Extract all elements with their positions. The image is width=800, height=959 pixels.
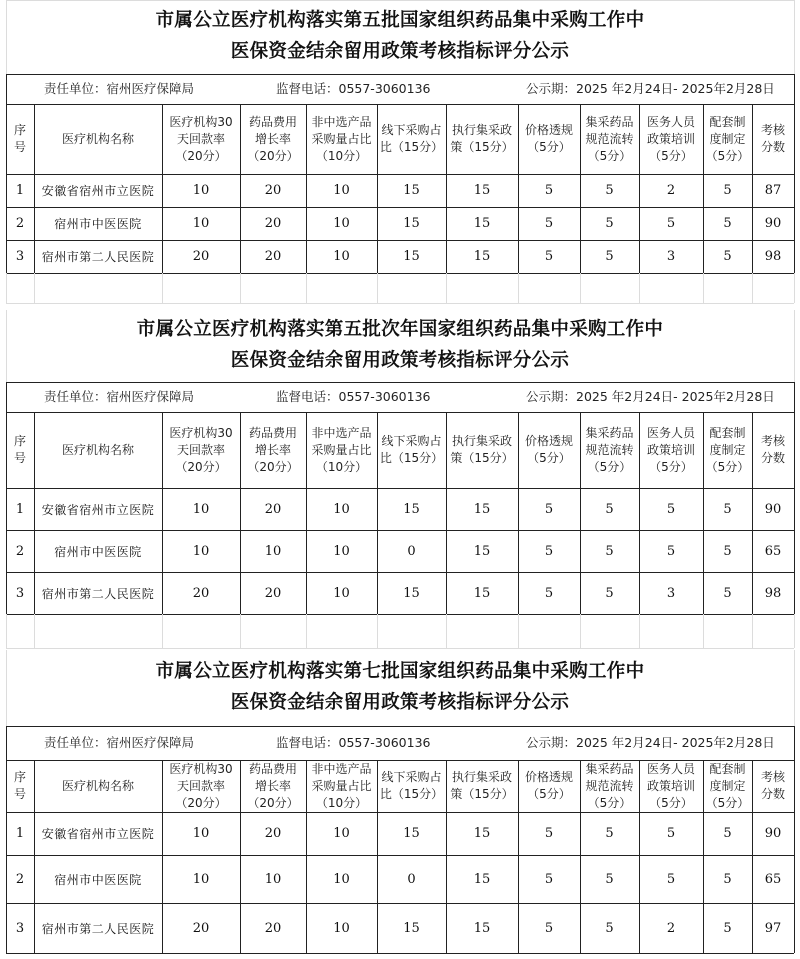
- table-border: [34, 273, 35, 303]
- institution-name: 安徽省宿州市立医院: [41, 184, 155, 198]
- score-cell: 3: [666, 249, 676, 264]
- table-border: [794, 614, 795, 648]
- section-title-line2: 医保资金结余留用政策考核指标评分公示: [230, 692, 570, 713]
- table-border: [6, 855, 794, 856]
- score-cell: 10: [333, 249, 350, 264]
- table-border: [6, 726, 7, 953]
- notice-section-3: [6, 650, 794, 953]
- score-cell: 15: [403, 216, 420, 231]
- score-cell: 15: [403, 920, 420, 936]
- score-cell: 5: [723, 501, 732, 517]
- score-cell: 15: [403, 501, 420, 517]
- table-border: [518, 104, 519, 273]
- table-border: [446, 614, 447, 648]
- column-header: [162, 104, 240, 174]
- column-header-text: 序 号: [13, 770, 26, 801]
- table-border: [703, 104, 704, 273]
- score-cell: 5: [605, 543, 614, 559]
- table-border: [162, 760, 163, 953]
- table-border: [6, 648, 794, 649]
- table-border: [240, 412, 241, 614]
- table-border: [794, 0, 795, 74]
- column-header-text: 序 号: [13, 434, 26, 465]
- table-border: [240, 760, 241, 953]
- score-cell: 5: [666, 826, 676, 841]
- column-header: [240, 104, 306, 174]
- table-border: [306, 614, 307, 648]
- table-border: [6, 174, 794, 175]
- table-border: [794, 650, 795, 726]
- table-border: [518, 412, 519, 614]
- column-header-text: 非中选产品 采购量占比 （10分）: [311, 761, 372, 810]
- score-cell: 2: [666, 183, 676, 198]
- column-header: [639, 104, 703, 174]
- notice-period: 公示期：2025 年2月24日- 2025年2月28日: [526, 81, 775, 96]
- table-border: [6, 207, 794, 208]
- score-cell: 10: [333, 585, 350, 601]
- table-border: [34, 412, 35, 614]
- table-border: [6, 614, 794, 615]
- table-border: [240, 104, 241, 273]
- notice-section-2: [6, 310, 794, 648]
- score-cell: 15: [473, 585, 491, 601]
- score-cell: 0: [407, 871, 416, 887]
- table-border: [518, 273, 519, 303]
- table-border: [306, 760, 307, 953]
- column-header-text: 线下采购占 比（15分）: [379, 123, 444, 154]
- score-cell: 20: [264, 501, 282, 517]
- score-cell: 5: [723, 585, 732, 601]
- score-cell: 15: [403, 826, 420, 841]
- score-cell: 20: [264, 249, 282, 264]
- total-score: 90: [764, 501, 782, 517]
- total-score: 97: [764, 920, 782, 936]
- responsible-unit: 责任单位：宿州医疗保障局: [44, 389, 195, 404]
- column-header-text: 价格透规 （5分）: [524, 770, 573, 801]
- column-header-text: 配套制 度制定 （5分）: [705, 114, 750, 163]
- table-border: [377, 760, 378, 953]
- institution-name: 安徽省宿州市立医院: [41, 827, 155, 841]
- column-header: [377, 412, 446, 488]
- table-border: [6, 953, 794, 954]
- score-cell: 5: [605, 216, 614, 231]
- table-border: [6, 572, 794, 573]
- total-score: 90: [764, 216, 782, 231]
- column-header-text: 考核 分数: [760, 770, 785, 801]
- total-score: 98: [764, 249, 782, 264]
- table-border: [639, 760, 640, 953]
- score-cell: 10: [333, 501, 350, 517]
- column-header-text: 执行集采政 策（15分）: [450, 123, 514, 154]
- table-border: [6, 382, 7, 614]
- score-cell: 15: [473, 501, 491, 517]
- table-border: [639, 273, 640, 303]
- score-cell: 15: [473, 216, 491, 231]
- score-cell: 2: [666, 920, 676, 936]
- responsible-unit: 责任单位：宿州医疗保障局: [44, 735, 195, 750]
- score-cell: 10: [333, 871, 350, 887]
- score-cell: 5: [544, 183, 554, 198]
- table-border: [752, 273, 753, 303]
- score-cell: 15: [473, 871, 491, 887]
- column-header-text: 集采药品 规范流转 （5分）: [585, 114, 634, 163]
- table-border: [752, 412, 753, 614]
- column-header: [34, 104, 162, 174]
- total-score: 65: [764, 543, 782, 559]
- table-border: [240, 614, 241, 648]
- table-border: [703, 412, 704, 614]
- table-border: [703, 760, 704, 953]
- table-border: [34, 760, 35, 953]
- column-header-text: 医疗机构30 天回款率 （20分）: [169, 425, 233, 474]
- column-header: [306, 104, 377, 174]
- table-border: [639, 614, 640, 648]
- column-header-text: 价格透规 （5分）: [524, 434, 573, 465]
- table-border: [6, 273, 7, 303]
- column-header: [518, 760, 580, 812]
- score-cell: 5: [666, 501, 676, 517]
- table-border: [6, 0, 7, 74]
- score-cell: 5: [666, 216, 676, 231]
- column-header-text: 非中选产品 采购量占比 （10分）: [311, 114, 372, 163]
- column-header-text: 药品费用 增长率 （20分）: [247, 425, 299, 474]
- column-header-text: 考核 分数: [760, 123, 785, 154]
- table-border: [6, 74, 7, 273]
- row-index: 1: [15, 826, 25, 841]
- institution-name: 安徽省宿州市立医院: [41, 502, 155, 517]
- table-border: [240, 273, 241, 303]
- score-cell: 5: [723, 826, 732, 841]
- supervision-phone: 监督电话：0557-3060136: [276, 81, 431, 96]
- table-border: [377, 273, 378, 303]
- score-cell: 5: [544, 826, 554, 841]
- score-cell: 20: [264, 585, 282, 601]
- institution-name: 宿州市第二人民医院: [41, 250, 155, 264]
- column-header: [752, 104, 794, 174]
- table-border: [6, 650, 7, 726]
- score-cell: 5: [544, 501, 554, 517]
- column-header: [6, 760, 34, 812]
- column-header: [639, 412, 703, 488]
- column-header: [6, 104, 34, 174]
- score-cell: 5: [544, 920, 554, 936]
- notice-period: 公示期：2025 年2月24日- 2025年2月28日: [526, 389, 775, 404]
- institution-name: 宿州市中医医院: [54, 544, 142, 559]
- score-cell: 5: [723, 249, 732, 264]
- table-border: [162, 614, 163, 648]
- score-cell: 10: [192, 871, 210, 887]
- row-index: 1: [15, 501, 25, 517]
- table-border: [6, 74, 794, 75]
- total-score: 87: [764, 183, 782, 198]
- table-border: [752, 104, 753, 273]
- table-border: [752, 760, 753, 953]
- score-cell: 5: [723, 216, 732, 231]
- column-header-text: 医疗机构30 天回款率 （20分）: [169, 761, 233, 810]
- row-index: 2: [15, 871, 25, 887]
- score-cell: 5: [605, 249, 614, 264]
- score-cell: 5: [605, 183, 614, 198]
- column-header: [306, 412, 377, 488]
- info-row: [6, 382, 794, 412]
- table-border: [580, 273, 581, 303]
- table-border: [6, 273, 794, 274]
- column-header: [518, 104, 580, 174]
- table-border: [6, 726, 794, 727]
- table-border: [306, 104, 307, 273]
- column-header-text: 线下采购占 比（15分）: [379, 770, 444, 801]
- score-cell: 5: [544, 543, 554, 559]
- table-border: [446, 104, 447, 273]
- column-header: [752, 760, 794, 812]
- score-cell: 10: [333, 183, 350, 198]
- table-border: [6, 240, 794, 241]
- table-border: [518, 614, 519, 648]
- score-cell: 20: [264, 216, 282, 231]
- table-border: [703, 614, 704, 648]
- table-border: [794, 273, 795, 303]
- notice-period: 公示期：2025 年2月24日- 2025年2月28日: [526, 735, 775, 750]
- column-header-text: 医疗机构名称: [61, 131, 134, 146]
- table-border: [6, 903, 794, 904]
- table-border: [580, 760, 581, 953]
- table-border: [162, 412, 163, 614]
- score-cell: 5: [605, 826, 614, 841]
- column-header: [377, 760, 446, 812]
- column-header: [446, 104, 518, 174]
- total-score: 98: [764, 585, 782, 601]
- score-cell: 10: [192, 543, 210, 559]
- table-border: [446, 273, 447, 303]
- column-header-text: 线下采购占 比（15分）: [379, 434, 444, 465]
- table-border: [6, 614, 7, 648]
- table-border: [580, 614, 581, 648]
- column-header-text: 药品费用 增长率 （20分）: [247, 114, 299, 163]
- institution-name: 宿州市第二人民医院: [41, 921, 155, 936]
- column-header: [306, 760, 377, 812]
- score-cell: 5: [544, 871, 554, 887]
- column-header: [446, 760, 518, 812]
- column-header-text: 集采药品 规范流转 （5分）: [585, 761, 634, 810]
- column-header: [703, 104, 752, 174]
- score-cell: 10: [264, 871, 282, 887]
- column-header: [518, 412, 580, 488]
- column-header-text: 医疗机构名称: [61, 442, 134, 457]
- column-header: [240, 412, 306, 488]
- score-cell: 10: [333, 920, 350, 936]
- section-title-line2: 医保资金结余留用政策考核指标评分公示: [230, 41, 570, 62]
- row-index: 3: [15, 249, 25, 264]
- score-cell: 5: [723, 871, 732, 887]
- row-index: 2: [15, 543, 25, 559]
- table-border: [162, 273, 163, 303]
- score-cell: 15: [473, 826, 491, 841]
- score-cell: 5: [723, 183, 732, 198]
- info-row: [6, 726, 794, 760]
- score-cell: 15: [403, 183, 420, 198]
- column-header: [162, 412, 240, 488]
- column-header-text: 医务人员 政策培训 （5分）: [646, 761, 695, 810]
- table-border: [794, 74, 795, 273]
- table-border: [794, 382, 795, 614]
- score-cell: 10: [192, 826, 210, 841]
- score-cell: 5: [544, 249, 554, 264]
- column-header-text: 执行集采政 策（15分）: [450, 434, 514, 465]
- section-title-line1: 市属公立医疗机构落实第五批国家组织药品集中采购工作中: [155, 10, 645, 31]
- column-header: [6, 412, 34, 488]
- responsible-unit: 责任单位：宿州医疗保障局: [44, 81, 195, 96]
- score-cell: 0: [407, 543, 416, 559]
- table-border: [794, 726, 795, 953]
- column-header: [703, 412, 752, 488]
- table-border: [446, 760, 447, 953]
- column-header-text: 集采药品 规范流转 （5分）: [585, 425, 634, 474]
- table-border: [34, 104, 35, 273]
- column-header: [34, 760, 162, 812]
- column-header: [580, 760, 639, 812]
- table-border: [6, 530, 794, 531]
- table-border: [6, 812, 794, 813]
- score-cell: 15: [403, 585, 420, 601]
- score-cell: 5: [544, 216, 554, 231]
- table-border: [6, 303, 794, 304]
- table-border: [6, 412, 794, 413]
- table-border: [6, 0, 794, 1]
- column-header-text: 非中选产品 采购量占比 （10分）: [311, 425, 372, 474]
- score-cell: 5: [605, 920, 614, 936]
- table-border: [377, 104, 378, 273]
- institution-name: 宿州市第二人民医院: [41, 586, 155, 601]
- table-border: [518, 760, 519, 953]
- score-cell: 10: [333, 543, 350, 559]
- score-cell: 5: [723, 543, 732, 559]
- section-title-line1: 市属公立医疗机构落实第五批次年国家组织药品集中采购工作中: [136, 319, 664, 340]
- column-header: [580, 412, 639, 488]
- table-border: [703, 273, 704, 303]
- column-header: [240, 760, 306, 812]
- score-cell: 5: [605, 871, 614, 887]
- column-header-text: 配套制 度制定 （5分）: [705, 425, 750, 474]
- table-border: [306, 273, 307, 303]
- column-header-text: 药品费用 增长率 （20分）: [247, 761, 299, 810]
- supervision-phone: 监督电话：0557-3060136: [276, 735, 431, 750]
- score-cell: 5: [723, 920, 732, 936]
- column-header-text: 医务人员 政策培训 （5分）: [646, 114, 695, 163]
- score-cell: 20: [192, 585, 210, 601]
- score-cell: 15: [473, 183, 491, 198]
- score-cell: 10: [333, 826, 350, 841]
- score-cell: 20: [192, 920, 210, 936]
- table-border: [34, 614, 35, 648]
- table-border: [162, 104, 163, 273]
- score-cell: 5: [666, 871, 676, 887]
- score-cell: 20: [192, 249, 210, 264]
- column-header: [580, 104, 639, 174]
- score-cell: 20: [264, 920, 282, 936]
- score-cell: 5: [605, 585, 614, 601]
- table-border: [6, 310, 7, 382]
- column-header-text: 医疗机构30 天回款率 （20分）: [169, 114, 233, 163]
- table-border: [6, 488, 794, 489]
- table-border: [794, 310, 795, 382]
- column-header: [162, 760, 240, 812]
- info-row: [6, 74, 794, 104]
- score-cell: 10: [264, 543, 282, 559]
- column-header: [446, 412, 518, 488]
- score-cell: 15: [403, 249, 420, 264]
- column-header-text: 执行集采政 策（15分）: [450, 770, 514, 801]
- section-title-line1: 市属公立医疗机构落实第七批国家组织药品集中采购工作中: [155, 661, 645, 682]
- score-cell: 10: [192, 216, 210, 231]
- score-cell: 3: [666, 585, 676, 601]
- row-index: 2: [15, 216, 25, 231]
- score-cell: 5: [666, 543, 676, 559]
- score-cell: 10: [192, 183, 210, 198]
- column-header: [703, 760, 752, 812]
- row-index: 3: [15, 920, 25, 936]
- column-header: [377, 104, 446, 174]
- score-cell: 15: [473, 543, 491, 559]
- table-border: [306, 412, 307, 614]
- column-header-text: 价格透规 （5分）: [524, 123, 573, 154]
- score-cell: 15: [473, 920, 491, 936]
- table-border: [580, 104, 581, 273]
- table-border: [752, 614, 753, 648]
- score-cell: 10: [333, 216, 350, 231]
- row-index: 3: [15, 585, 25, 601]
- column-header: [752, 412, 794, 488]
- table-border: [6, 382, 794, 383]
- notice-section-1: [6, 0, 794, 303]
- column-header-text: 配套制 度制定 （5分）: [705, 761, 750, 810]
- score-cell: 15: [473, 249, 491, 264]
- score-cell: 5: [605, 501, 614, 517]
- column-header-text: 医务人员 政策培训 （5分）: [646, 425, 695, 474]
- institution-name: 宿州市中医医院: [54, 217, 142, 231]
- column-header-text: 考核 分数: [760, 434, 785, 465]
- table-border: [580, 412, 581, 614]
- table-border: [377, 614, 378, 648]
- table-border: [377, 412, 378, 614]
- column-header: [639, 760, 703, 812]
- table-border: [639, 104, 640, 273]
- score-cell: 20: [264, 826, 282, 841]
- score-cell: 5: [544, 585, 554, 601]
- total-score: 65: [764, 871, 782, 887]
- score-cell: 20: [264, 183, 282, 198]
- supervision-phone: 监督电话：0557-3060136: [276, 389, 431, 404]
- column-header-text: 医疗机构名称: [61, 778, 134, 793]
- table-border: [639, 412, 640, 614]
- table-border: [446, 412, 447, 614]
- column-header: [34, 412, 162, 488]
- total-score: 90: [764, 826, 782, 841]
- score-cell: 10: [192, 501, 210, 517]
- row-index: 1: [15, 183, 25, 198]
- institution-name: 宿州市中医医院: [54, 872, 142, 887]
- column-header-text: 序 号: [13, 123, 26, 154]
- section-title-line2: 医保资金结余留用政策考核指标评分公示: [230, 350, 570, 371]
- table-border: [6, 104, 794, 105]
- table-border: [6, 760, 794, 761]
